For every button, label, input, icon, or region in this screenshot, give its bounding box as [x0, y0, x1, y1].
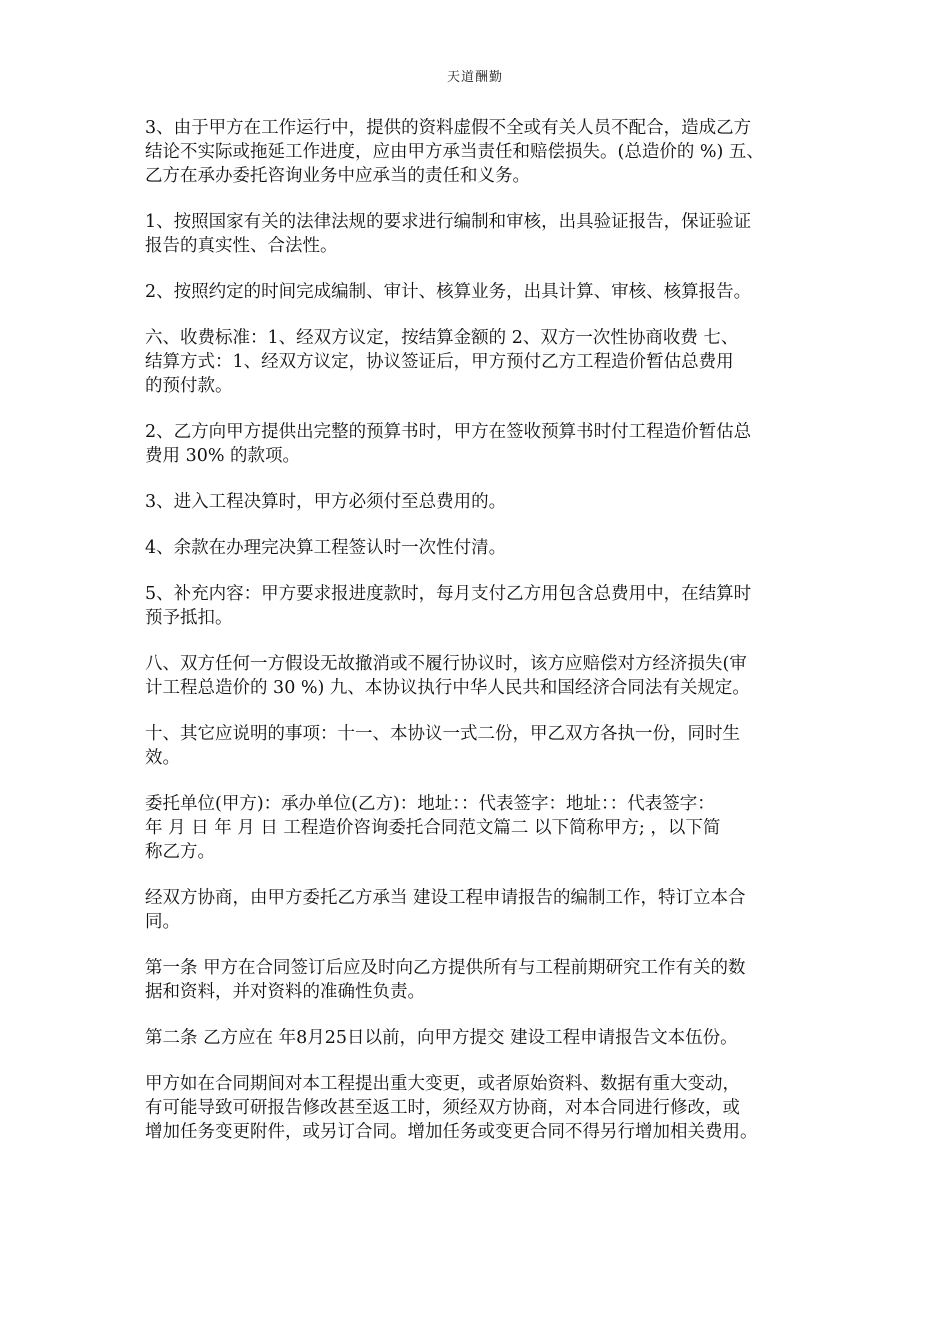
paragraph-line: 委托单位(甲方)：承办单位(乙方)：地址：：代表签字：地址：：代表签字：: [145, 794, 715, 814]
paragraph: [145, 652, 810, 700]
paragraph: [145, 1072, 810, 1144]
paragraph-line: 效。: [145, 748, 180, 768]
paragraph: [145, 210, 810, 258]
paragraph-line: 同。: [145, 912, 180, 932]
paragraph-line: 3、进入工程决算时，甲方必须付至总费用的。: [145, 492, 507, 512]
paragraph-line: 据和资料，并对资料的准确性负责。: [145, 982, 425, 1002]
paragraph: [145, 490, 810, 514]
paragraph-line: 5、补充内容：甲方要求报进度款时，每月支付乙方用包含总费用中，在结算时: [145, 584, 752, 604]
paragraph-line: 年 月 日 年 月 日 工程造价咨询委托合同范文篇二 以下简称甲方; ，以下简: [145, 818, 721, 838]
paragraph-line: 3、由于甲方在工作运行中，提供的资料虚假不全或有关人员不配合，造成乙方: [145, 118, 752, 138]
paragraph-line: 预予抵扣。: [145, 608, 233, 628]
paragraph-line: 第一条 甲方在合同签订后应及时向乙方提供所有与工程前期研究工作有关的数: [145, 958, 746, 978]
paragraph-line: 计工程总造价的 30 %) 九、本协议执行中华人民共和国经济合同法有关规定。: [145, 678, 750, 698]
paragraph: [145, 280, 810, 304]
paragraph: [145, 722, 810, 770]
paragraph-line: 经双方协商，由甲方委托乙方承当 建设工程申请报告的编制工作，特订立本合: [145, 888, 746, 908]
paragraph: [145, 1026, 810, 1050]
paragraph-line: 费用 30% 的款项。: [145, 446, 301, 466]
page-header: 天道酬勤: [446, 70, 503, 85]
paragraph: [145, 886, 810, 934]
paragraph-line: 第二条 乙方应在 年8月25日以前，向甲方提交 建设工程申请报告文本伍份。: [145, 1028, 738, 1048]
paragraph-line: 4、余款在办理完决算工程签认时一次性付清。: [145, 538, 507, 558]
paragraph-line: 有可能导致可研报告修改甚至返工时，须经双方协商，对本合同进行修改，或: [145, 1098, 740, 1118]
paragraph: [145, 956, 810, 1004]
paragraph-line: 十、其它应说明的事项：十一、本协议一式二份，甲乙双方各执一份，同时生: [145, 724, 740, 744]
paragraph-line: 2、按照约定的时间完成编制、审计、核算业务，出具计算、审核、核算报告。: [145, 282, 752, 302]
paragraph-line: 1、按照国家有关的法律法规的要求进行编制和审核，出具验证报告，保证验证: [145, 212, 752, 232]
paragraph: [145, 326, 810, 398]
paragraph-line: 2、乙方向甲方提供出完整的预算书时，甲方在签收预算书时付工程造价暂估总: [145, 422, 752, 442]
paragraph-line: 八、双方任何一方假设无故撤消或不履行协议时，该方应赔偿对方经济损失(审: [145, 654, 747, 674]
paragraph: [145, 116, 810, 188]
paragraph-line: 结论不实际或拖延工作进度，应由甲方承当责任和赔偿损失。(总造价的 %) 五、: [145, 142, 764, 162]
paragraph-line: 结算方式：1、经双方议定，协议签证后，甲方预付乙方工程造价暂估总费用: [145, 352, 734, 372]
paragraph-line: 增加任务变更附件，或另订合同。增加任务或变更合同不得另行增加相关费用。: [145, 1122, 758, 1142]
paragraph-line: 称乙方。: [145, 842, 215, 862]
document-body: [145, 116, 810, 1166]
paragraph-line: 的预付款。: [145, 376, 233, 396]
paragraph-line: 六、收费标准：1、经双方议定，按结算金额的 2、双方一次性协商收费 七、: [145, 328, 739, 348]
paragraph: [145, 420, 810, 468]
paragraph-line: 报告的真实性、合法性。: [145, 236, 338, 256]
paragraph: [145, 536, 810, 560]
paragraph: [145, 582, 810, 630]
paragraph-line: 乙方在承办委托咨询业务中应承当的责任和义务。: [145, 166, 530, 186]
paragraph: [145, 792, 810, 864]
paragraph-line: 甲方如在合同期间对本工程提出重大变更，或者原始资料、数据有重大变动，: [145, 1074, 740, 1094]
